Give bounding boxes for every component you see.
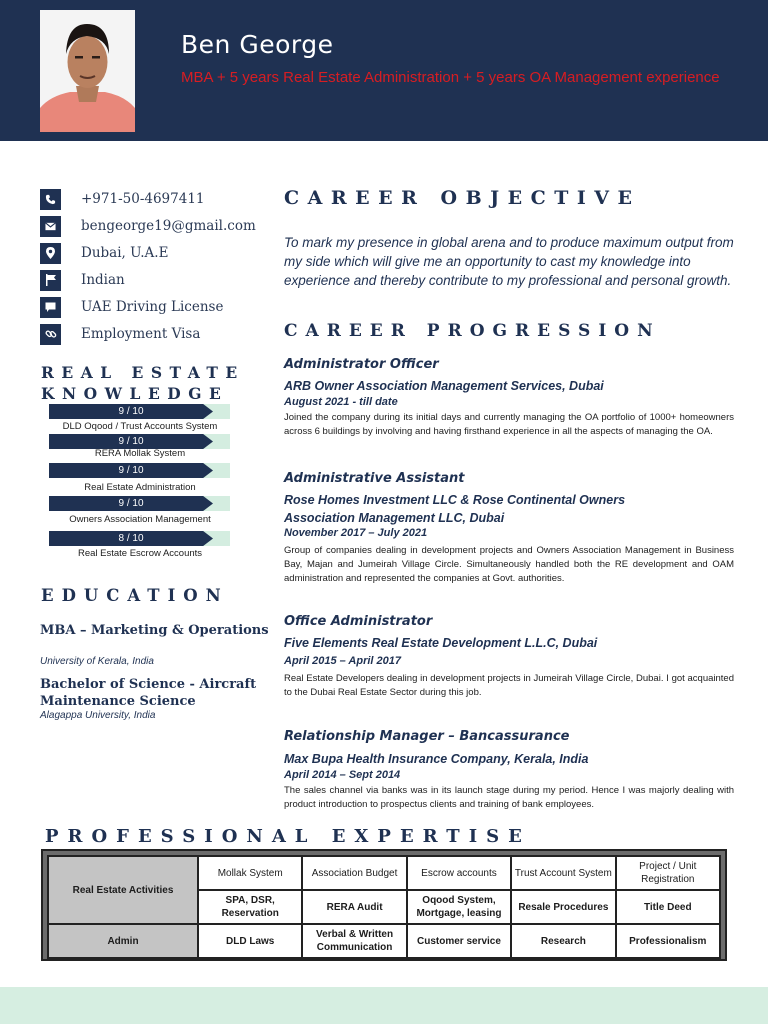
skill-score: 9 / 10 [118,436,144,447]
expertise-cell: Trust Account System [511,856,615,890]
expertise-cell: Project / Unit Registration [616,856,720,890]
skill-label: DLD Oqood / Trust Accounts System [62,421,218,432]
job-description: Real Estate Developers dealing in development projects in Jumeirah Village Circle, Dubai. I got acquainted to the Dubai Real Estate Sector during this job. [284,673,734,698]
job-company: Max Bupa Health Insurance Company, Kerala, India [284,752,589,766]
expertise-cell: Verbal & Written Communication [302,924,406,958]
expertise-cell: Escrow accounts [407,856,511,890]
footer-band [0,987,768,1024]
job-dates: August 2021 - till date [284,396,398,408]
education-school: Alagappa University, India [40,710,156,721]
expertise-category: Real Estate Activities [48,856,198,924]
education-degree: MBA – Marketing & Operations [40,623,269,638]
contact-email [40,215,256,237]
skill-score: 9 / 10 [118,406,144,417]
expertise-cell: Customer service [407,924,511,958]
contact-text: +971-50-4697411 [81,191,205,207]
expertise-cell: Oqood System, Mortgage, leasing [407,890,511,924]
contact-text: Indian [81,272,125,288]
contact-text: Employment Visa [81,326,201,342]
candidate-name: Ben George [181,30,334,59]
expertise-cell: Association Budget [302,856,406,890]
skill-label: RERA Mollak System [94,448,186,459]
expertise-category: Admin [48,924,198,958]
contact-text: Dubai, U.A.E [81,245,169,261]
job-description: Group of companies dealing in development projects and Owners Association Management in Business Bay, Majan and Jumeirah Village Circle. Simultaneously handled both the RE development and OAM administration and represented the companies at Govt. authorities. [284,545,734,584]
job-title: Relationship Manager – Bancassurance [284,729,570,744]
expertise-cell: SPA, DSR, Reservation [198,890,302,924]
contact-phone [40,188,205,210]
expertise-cell: Mollak System [198,856,302,890]
progression-heading: CAREER PROGRESSION [284,321,661,341]
knowledge-heading [41,362,245,404]
contact-text: bengeorge19@gmail.com [81,218,256,234]
job-company: Rose Homes Investment LLC & Rose Continental Owners Association Management LLC, Dubai [284,493,626,525]
job-dates: November 2017 – July 2021 [284,527,428,539]
job-title: Administrator Officer [284,357,439,372]
knowledge-heading-line2: KNOWLEDGE [41,384,229,403]
skill-score: 9 / 10 [118,498,144,509]
job-description: The sales channel via banks was in its launch stage during my period. Hence I was majorly dealing with product introduction to prospectus clients and training of bank employees. [284,785,734,810]
knowledge-heading-line1: REAL ESTATE [41,363,245,382]
education-school: University of Kerala, India [40,656,154,667]
job-dates: April 2014 – Sept 2014 [284,769,401,781]
phone-icon [40,189,61,210]
expertise-cell: Research [511,924,615,958]
expertise-cell: Title Deed [616,890,720,924]
contact-nationality [40,269,125,291]
skill-score: 9 / 10 [118,465,144,476]
contact-location [40,242,168,264]
skill-label: Real Estate Administration [84,482,196,493]
expertise-cell: DLD Laws [198,924,302,958]
objective-heading: CAREER OBJECTIVE [284,187,641,209]
location-pin-icon [40,243,61,264]
expertise-cell: RERA Audit [302,890,406,924]
job-title: Office Administrator [284,614,433,629]
mail-icon [40,216,61,237]
job-company: Five Elements Real Estate Development L.L.C, Dubai [284,636,598,650]
contact-license [40,296,223,318]
expertise-table [41,849,727,961]
candidate-tagline: MBA + 5 years Real Estate Administration + 5 years OA Management experience [181,69,720,86]
job-title: Administrative Assistant [284,471,465,486]
job-description: Joined the company during its initial days and currently managing the OA portfolio of 1000+ homeowners across 6 buildings by involving and having firsthand experience in all the aspects of managing the OA. [284,412,734,437]
objective-text: To mark my presence in global arena and to produce maximum output from my side which will give me an opportunity to cast my knowledge into experience and thereby contribute to my professional and personal growth. [284,235,734,288]
skill-score: 8 / 10 [118,533,144,544]
skill-label: Owners Association Management [69,514,211,525]
expertise-cell: Resale Procedures [511,890,615,924]
chat-icon [40,297,61,318]
expertise-heading: PROFESSIONAL EXPERTISE [45,826,531,847]
expertise-row [48,856,720,890]
profile-photo [40,10,135,132]
education-degree: Bachelor of Science - Aircraft Maintenance Science [40,677,257,709]
link-icon [40,324,61,345]
expertise-cell: Professionalism [616,924,720,958]
job-company: ARB Owner Association Management Services, Dubai [284,379,604,393]
contact-text: UAE Driving License [81,299,224,315]
contact-visa [40,323,200,345]
flag-icon [40,270,61,291]
expertise-row [48,924,720,958]
job-dates: April 2015 – April 2017 [284,655,401,667]
skill-label: Real Estate Escrow Accounts [77,548,203,559]
education-heading: EDUCATION [41,586,229,605]
